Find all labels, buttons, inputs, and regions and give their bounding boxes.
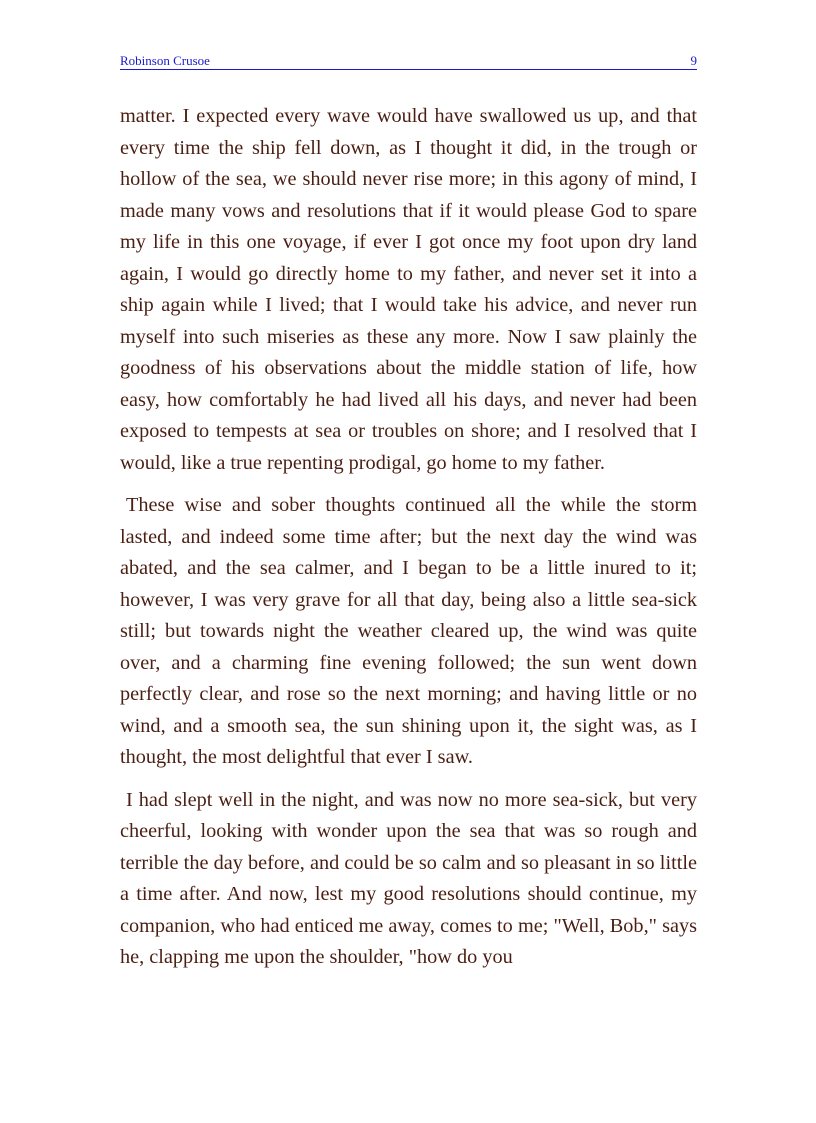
- paragraph: I had slept well in the night, and was now no more sea-sick, but very cheerful, looking with wonder upon the sea that was so rough and terrible the day before, and could be so calm and so pleasant in so little a time after. And now, lest my good resolutions should continue, my companion, who had enticed me away, comes to me; "Well, Bob," says he, clapping me upon the shoulder, "how do you: [120, 788, 697, 968]
- body-text: [120, 101, 697, 985]
- page-number: 9: [690, 53, 697, 68]
- running-header: [120, 53, 697, 70]
- book-title-link[interactable]: Robinson Crusoe: [120, 53, 210, 68]
- paragraph: These wise and sober thoughts continued all the while the storm lasted, and indeed some time after; but the next day the wind was abated, and the sea calmer, and I began to be a little inured to it; however, I was very grave for all that day, being also a little sea-sick still; but towards night the weather cleared up, the wind was quite over, and a charming fine evening followed; the sun went down perfectly clear, and rose so the next morning; and having little or no wind, and a smooth sea, the sun shining upon it, the sight was, as I thought, the most delightful that ever I saw.: [120, 494, 697, 768]
- paragraph: matter. I expected every wave would have swallowed us up, and that every time the ship fell down, as I thought it did, in the trough or hollow of the sea, we should never rise more; in this agony of mind, I made many vows and resolutions that if it would please God to spare my life in this one voyage, if ever I got once my foot upon dry land again, I would go directly home to my father, and never set it into a ship again while I lived; that I would take his advice, and never run myself into such miseries as these any more. Now I saw plainly the goodness of his observations about the middle station of life, how easy, how comfortably he had lived all his days, and never had been exposed to tempests at sea or troubles on shore; and I resolved that I would, like a true repenting prodigal, go home to my father.: [120, 105, 697, 474]
